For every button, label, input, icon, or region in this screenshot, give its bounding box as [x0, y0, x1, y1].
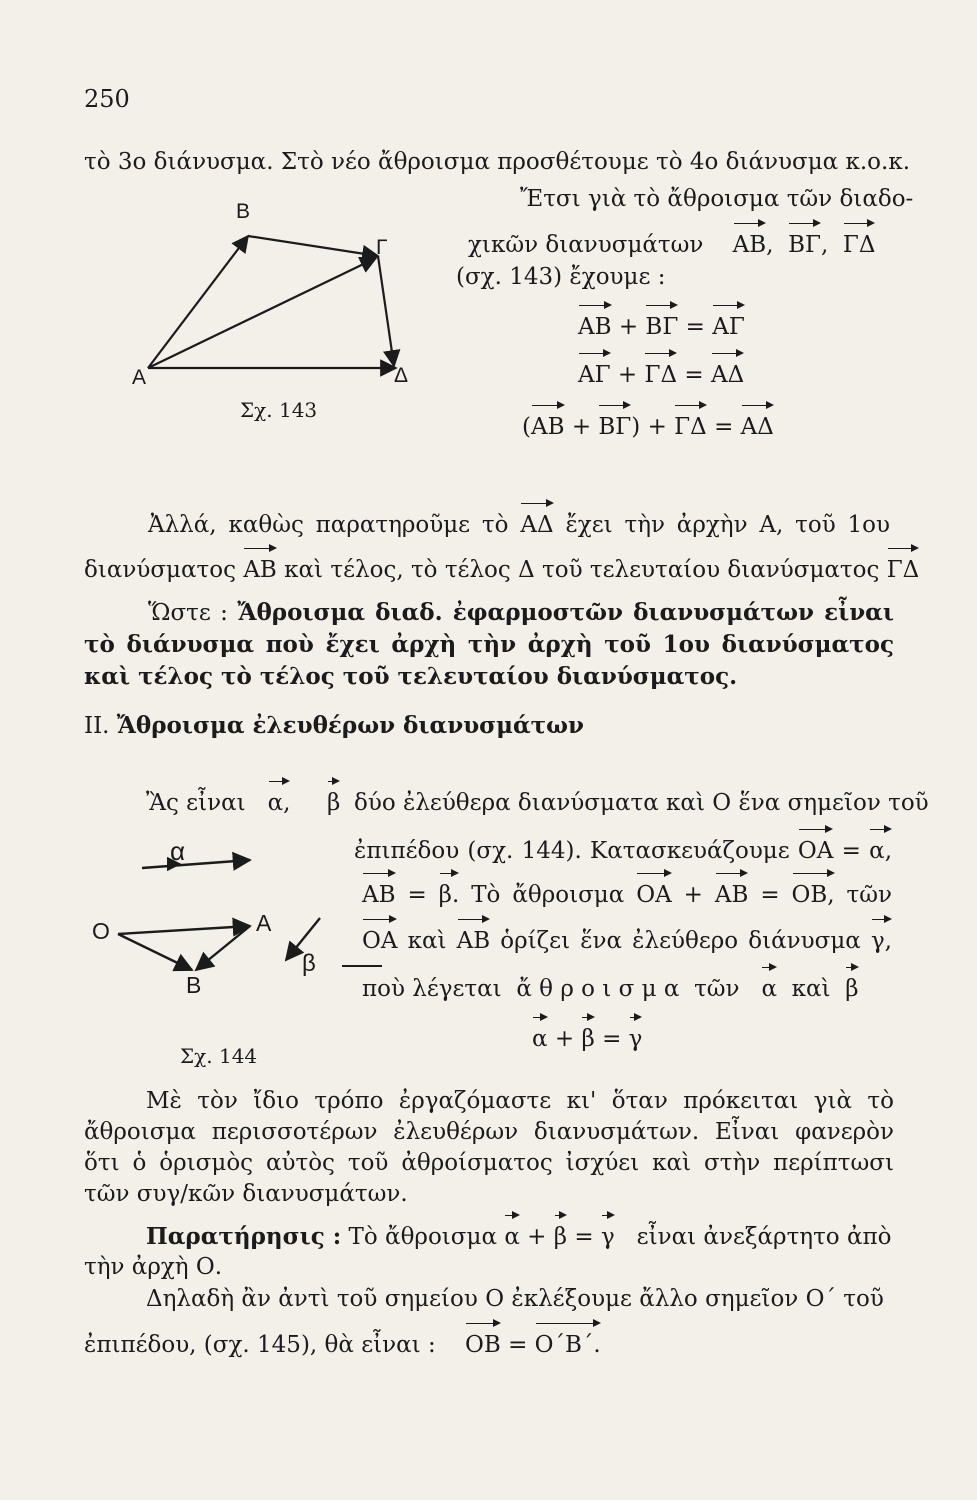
para2-text-8: τῶν	[694, 976, 740, 1002]
para2-text-4: τῶν	[846, 882, 893, 908]
eq3-term-c: ΓΔ	[674, 414, 707, 440]
fig144-vector-OA	[118, 926, 250, 934]
para4-line-1: Δηλαδὴ ἂν ἀντὶ τοῦ σημείου Ο ἐκλέξουμε ἄλλο σημεῖον Ο΄ τοῦ	[146, 1286, 884, 1312]
fig143-vector-AG	[148, 258, 376, 368]
para2-sum-AB: ΑΒ	[714, 882, 749, 908]
intro-line-4: (σχ. 143) ἔχουμε :	[456, 264, 666, 290]
para4-line-2	[84, 1330, 601, 1360]
intro-line-1: τὸ 3ο διάνυσμα. Στὸ νέο ἄθροισμα προσθέτουμε τὸ 4ο διάνυσμα κ.ο.κ.	[84, 149, 911, 175]
sum-gamma: γ	[628, 1026, 643, 1052]
vector-GD: ΓΔ	[842, 232, 876, 258]
para2-vector-b: β.	[438, 882, 460, 908]
para2-text-1: Ἂς εἶναι	[146, 790, 246, 816]
eq3-close: )	[631, 414, 641, 440]
para2-line-5	[362, 974, 859, 1004]
fig143-label-D: Δ	[394, 364, 409, 387]
eq3-op2: +	[647, 414, 667, 440]
figure-144	[110, 830, 390, 1030]
para1-vector-GD: ΓΔ	[886, 557, 920, 583]
eq2-op: +	[617, 362, 638, 388]
remark-plus: +	[527, 1224, 547, 1250]
fig143-label-A: Α	[132, 366, 147, 389]
fig143-caption: Σχ. 143	[240, 398, 318, 422]
eq1-eq: =	[685, 314, 705, 340]
remark-line-2: τὴν ἀρχὴ Ο.	[84, 1254, 223, 1280]
equation-2	[578, 360, 744, 390]
para3: Μὲ τὸν ἴδιο τρόπο ἐργαζόμαστε κι' ὅταν πρόκειται γιὰ τὸ ἄθροισμα περισσοτέρων ἐλευθέρων διανυσμάτων. Εἶναι φανερὸν ὅτι ὁ ὁρισμὸς αὐτὸς τοῦ ἀθροίσματος ἰσχύει καὶ στὴν περίπτωσι τῶν συγ/κῶν διανυσμάτων.	[84, 1088, 894, 1207]
para2-spaced-word: ἄ θ ρ ο ι σ μ α	[516, 976, 680, 1002]
remark-text-1: Τὸ ἄθροισμα	[348, 1224, 497, 1250]
fig144-label-A: Α	[256, 910, 272, 936]
para2-line-1a	[146, 788, 340, 818]
fig144-vector-AB	[196, 926, 250, 970]
sum-beta: β	[581, 1026, 595, 1052]
para2-vector-OA: ΟΑ	[797, 838, 834, 864]
vector-AB: ΑΒ	[732, 232, 767, 258]
fig144-alpha-free-vector	[142, 860, 250, 868]
fig143-vector-AB	[148, 236, 248, 368]
para1-vector-AD: ΑΔ	[520, 512, 554, 538]
para2-l4-AB: ΑΒ	[456, 928, 491, 954]
sum-eq: =	[602, 1026, 622, 1052]
para2-vector-beta: β	[326, 790, 341, 816]
para2-line-1b: δύο ἐλεύθερα διανύσματα καὶ Ο ἕνα σημεῖον τοῦ	[354, 790, 929, 816]
remark-label: Παρατήρησις :	[146, 1223, 342, 1250]
fig144-label-B: Β	[186, 972, 202, 998]
remark-gamma: γ	[600, 1224, 615, 1250]
sum-alpha: α	[532, 1026, 548, 1052]
para1-line-2	[84, 555, 920, 585]
eq1-term-a: ΑΒ	[578, 314, 612, 340]
fig143-label-G: Γ	[376, 236, 388, 259]
para2-eq-1: =	[841, 838, 861, 864]
eq3-term-b: ΒΓ	[598, 414, 632, 440]
eq1-result: ΑΓ	[712, 314, 745, 340]
para2-l4-OA: ΟΑ	[362, 928, 398, 954]
para2-eq-3: =	[760, 882, 780, 908]
para2-line-4	[362, 926, 892, 956]
sum-plus: +	[554, 1026, 575, 1052]
para2-sum-OA: ΟΑ	[636, 882, 672, 908]
figure-143	[120, 200, 420, 400]
eq1-op: +	[618, 314, 639, 340]
remark-alpha: α	[504, 1224, 520, 1250]
para1-text-1: Ἀλλά, καθὼς παρατηροῦμε τὸ	[148, 512, 509, 538]
sum-equation	[532, 1024, 642, 1054]
intro-line-3-prefix: χικῶν διανυσμάτων	[468, 232, 704, 258]
para4-vector-OB: ΟΒ	[465, 1332, 501, 1358]
remark-eq: =	[574, 1224, 594, 1250]
section-heading	[84, 711, 584, 741]
para2-l5-beta: β	[845, 976, 859, 1002]
fig143-label-B: Β	[236, 200, 251, 223]
equation-3	[522, 412, 774, 442]
para1-text-3: διανύσματος	[84, 557, 236, 583]
para2-vector-a: α,	[869, 838, 893, 864]
para2-text-7: ποὺ λέγεται	[362, 976, 502, 1002]
fig144-label-alpha: α	[170, 836, 186, 866]
conclusion-bold: Ἄθροισμα διαδ. ἐφαρμοστῶν διανυσμάτων εἶναι τὸ διάνυσμα ποὺ ἔχει ἀρχὴ τὴν ἀρχὴ τοῦ 1ου διανύσματος καὶ τέλος τὸ τέλος τοῦ τελευταίου διανύσματος.	[84, 599, 894, 690]
fig144-vector-OB	[118, 934, 192, 970]
para1-text-2: ἔχει τὴν ἀρχὴν Α, τοῦ 1ου	[565, 512, 891, 538]
eq2-term-a: ΑΓ	[578, 362, 611, 388]
section-number: ΙΙ.	[84, 713, 110, 739]
eq3-term-a: ΑΒ	[530, 414, 565, 440]
para2-text-5: καὶ	[407, 928, 447, 954]
eq3-eq: =	[714, 414, 734, 440]
para2-line-3	[362, 880, 892, 910]
fig144-label-O: Ο	[92, 918, 110, 944]
para2-eq-2: =	[407, 882, 427, 908]
remark-beta: β	[553, 1224, 568, 1250]
eq1-term-b: ΒΓ	[645, 314, 679, 340]
fig144-caption: Σχ. 144	[180, 1044, 258, 1068]
para2-text-2: ἐπιπέδου (σχ. 144). Κατασκευάζουμε	[354, 838, 790, 864]
para1-line-1	[148, 510, 890, 540]
equation-1	[578, 312, 745, 342]
para2-vector-gamma: γ,	[870, 928, 892, 954]
remark-text-2: εἶναι ἀνεξάρτητο ἀπὸ	[636, 1224, 892, 1250]
para2-line-2	[354, 836, 892, 866]
para4-eq: =	[508, 1332, 528, 1358]
para1-text-4: καὶ τέλος, τὸ τέλος Δ τοῦ τελευταίου διανύσματος	[284, 557, 880, 583]
para2-vector-alpha: α,	[267, 790, 291, 816]
fig144-label-beta: β	[302, 950, 316, 977]
intro-line-2: Ἔτσι γιὰ τὸ ἄθροισμα τῶν διαδο-	[520, 186, 914, 212]
vector-BG: ΒΓ	[788, 232, 821, 258]
eq3-open: (	[522, 414, 531, 440]
eq3-op1: +	[571, 414, 592, 440]
para2-text-9: καὶ	[791, 976, 831, 1002]
para2-text-3: Τὸ ἄθροισμα	[471, 882, 625, 908]
intro-line-3: χικῶν διανυσμάτων ΑΒ, ΒΓ, ΓΔ	[468, 232, 876, 258]
eq3-result: ΑΔ	[740, 414, 774, 440]
para1-vector-AB: ΑΒ	[243, 557, 277, 583]
page-number: 250	[84, 85, 130, 113]
para2-text-6: ὁρίζει ἕνα ἐλεύθερο διάνυσμα	[500, 928, 861, 954]
para4-vector-OpBp: Ο΄Β΄.	[534, 1332, 601, 1358]
eq2-result: ΑΔ	[710, 362, 745, 388]
para2-sum-OB: ΟΒ,	[791, 882, 835, 908]
fig143-vector-GD	[378, 256, 394, 366]
fig143-vector-BG	[248, 236, 378, 256]
section-title: Ἄθροισμα ἐλευθέρων διανυσμάτων	[116, 712, 584, 739]
para2-l5-alpha: α	[761, 976, 778, 1002]
para2-vector-AB: ΑΒ	[362, 882, 396, 908]
para2-plus: +	[683, 882, 703, 908]
conclusion-paragraph	[84, 597, 894, 693]
conclusion-lead: Ὥστε :	[148, 600, 228, 626]
para4-text: ἐπιπέδου, (σχ. 145), θὰ εἶναι :	[84, 1332, 436, 1358]
remark-line-1	[146, 1222, 891, 1252]
eq2-term-b: ΓΔ	[644, 362, 678, 388]
eq2-eq: =	[684, 362, 704, 388]
